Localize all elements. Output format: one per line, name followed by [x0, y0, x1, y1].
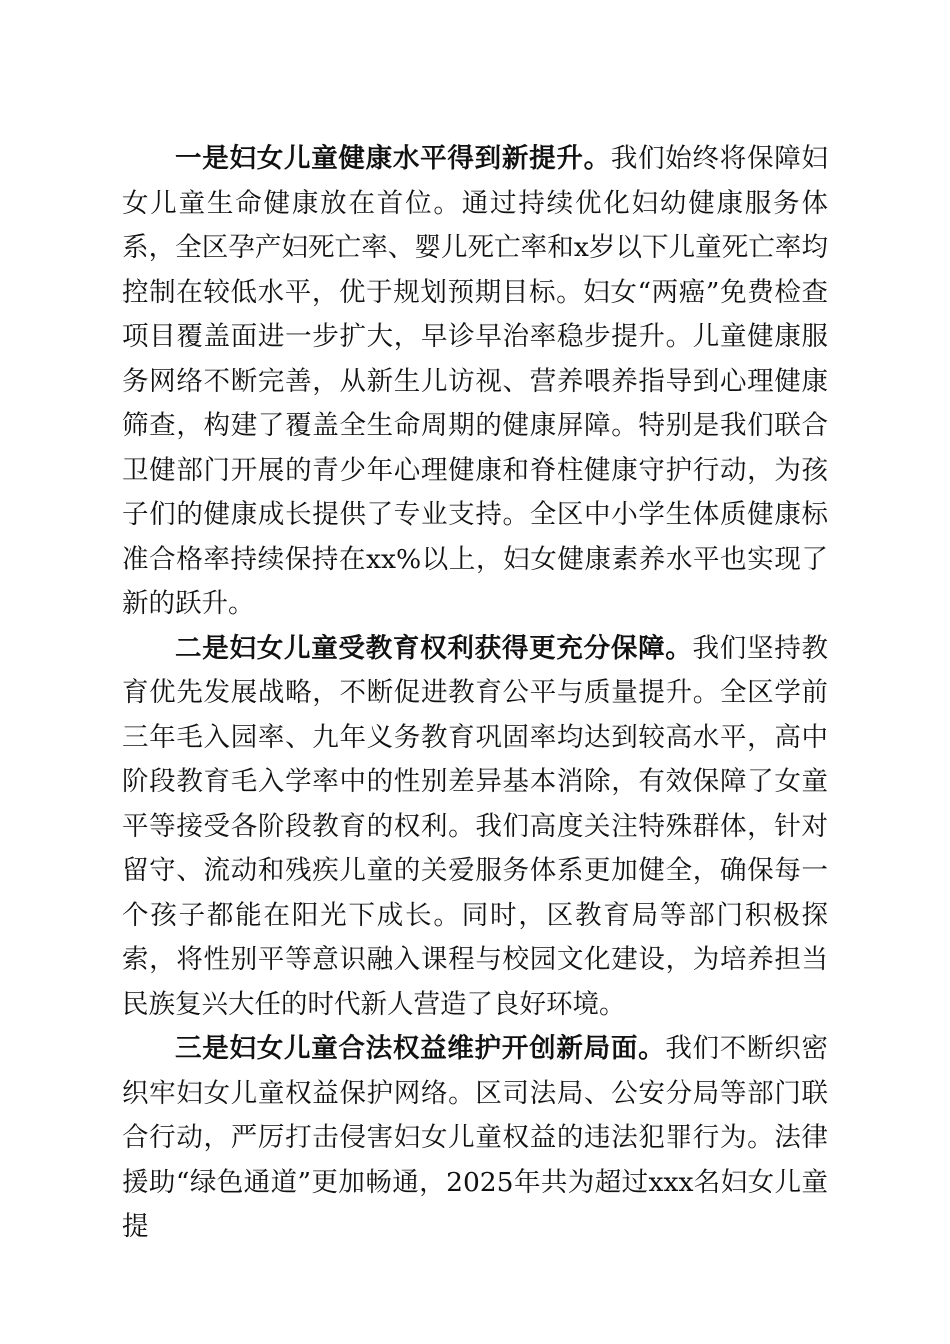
paragraph-health	[122, 137, 828, 627]
paragraph-heading: 二是妇女儿童受教育权利获得更充分保障。	[175, 632, 693, 664]
paragraph-text: 我们坚持教育优先发展战略，不断促进教育公平与质量提升。全区学前三年毛入园率、九年义务教育巩固率均达到较高水平，高中阶段教育毛入学率中的性别差异基本消除，有效保障了女童平等接受各阶段教育的权利。我们高度关注特殊群体，针对留守、流动和残疾儿童的关爱服务体系更加健全，确保每一个孩子都能在阳光下成长。同时，区教育局等部门积极探索，将性别平等意识融入课程与校园文化建设，为培养担当民族复兴大任的时代新人营造了良好环境。	[122, 632, 829, 1020]
paragraph-text: 我们始终将保障妇女儿童生命健康放在首位。通过持续优化妇幼健康服务体系，全区孕产妇死亡率、婴儿死亡率和x岁以下儿童死亡率均控制在较低水平，优于规划预期目标。妇女“两癌”免费检查项目覆盖面进一步扩大，早诊早治率稳步提升。儿童健康服务网络不断完善，从新生儿访视、营养喂养指导到心理健康筛查，构建了覆盖全生命周期的健康屏障。特别是我们联合卫健部门开展的青少年心理健康和脊柱健康守护行动，为孩子们的健康成长提供了专业支持。全区中小学生体质健康标准合格率持续保持在xx%以上，妇女健康素养水平也实现了新的跃升。	[122, 143, 829, 619]
paragraph-rights	[122, 1027, 828, 1250]
paragraph-text: 我们不断织密织牢妇女儿童权益保护网络。区司法局、公安分局等部门联合行动，严厉打击侵害妇女儿童权益的违法犯罪行为。法律援助“绿色通道”更加畅通，2025年共为超过xxx名妇女儿童提	[122, 1033, 829, 1242]
paragraph-heading: 一是妇女儿童健康水平得到新提升。	[175, 143, 611, 174]
document-body	[122, 137, 828, 1250]
paragraph-heading: 三是妇女儿童合法权益维护开创新局面。	[175, 1033, 666, 1064]
paragraph-education	[122, 627, 828, 1028]
